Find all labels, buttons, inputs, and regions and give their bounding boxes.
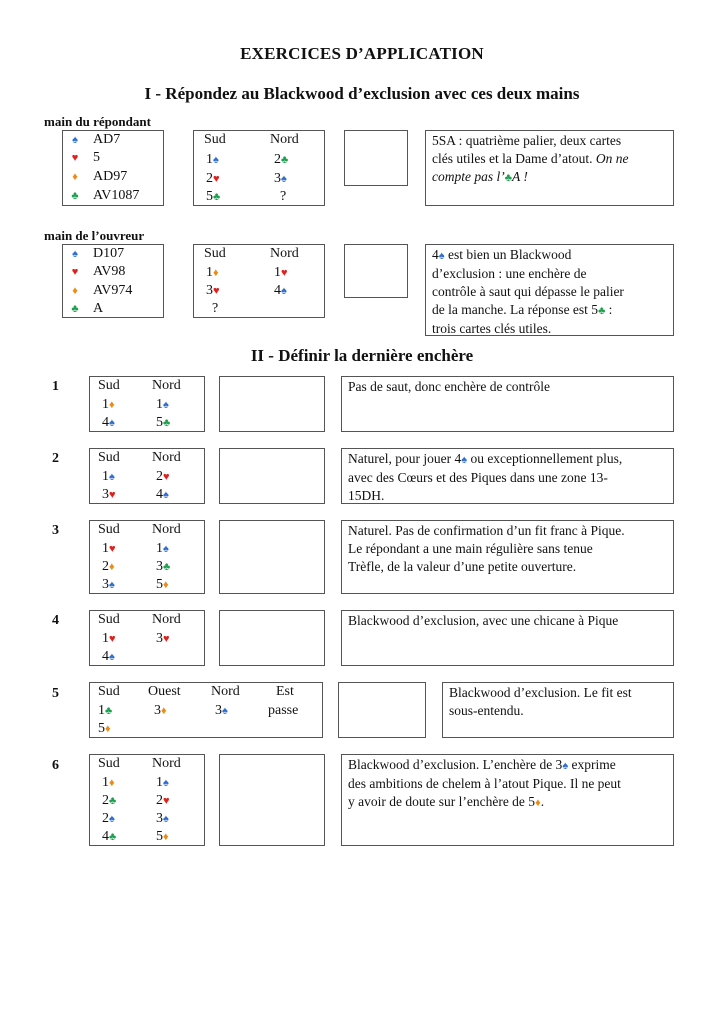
bid: 4♠ xyxy=(102,415,115,430)
bid-header: Sud xyxy=(98,378,120,393)
club-icon: ♣ xyxy=(163,417,171,429)
hand1-bidding xyxy=(193,130,325,206)
heart-icon: ♥ xyxy=(213,285,220,297)
heart-icon: ♥ xyxy=(163,471,170,483)
heart-icon: ♥ xyxy=(163,795,170,807)
note-line: Naturel. Pas de confirmation d’un fit franc à Pique. xyxy=(348,523,625,538)
bid-header: Nord xyxy=(211,684,240,699)
heart-icon: ♥ xyxy=(281,267,288,279)
bid: 2♥ xyxy=(206,171,220,186)
diamond-icon: ♦ xyxy=(109,399,115,411)
spade-icon: ♠ xyxy=(213,154,219,166)
ex2-note xyxy=(341,448,674,504)
heart-icon: ♥ xyxy=(213,173,220,185)
bid: 3♥ xyxy=(156,631,170,646)
page-title: EXERCICES D’APPLICATION xyxy=(240,44,484,63)
note-line: clés utiles et la Dame d’atout. On ne xyxy=(432,151,629,166)
bid: 3♣ xyxy=(156,559,171,574)
bid-header: Sud xyxy=(98,450,120,465)
bid-header: Nord xyxy=(270,246,299,261)
card-value: A xyxy=(93,301,104,316)
ex1-answer-box[interactable] xyxy=(219,376,325,432)
bid: ? xyxy=(280,189,287,204)
diamond-icon: ♦ xyxy=(109,777,115,789)
card-value: D107 xyxy=(93,246,125,261)
bid-header: Sud xyxy=(98,756,120,771)
bid: 1♥ xyxy=(274,265,288,280)
heart-icon: ♥ xyxy=(109,633,116,645)
note-line: compte pas l’♣A ! xyxy=(432,169,528,184)
diamond-icon: ♦ xyxy=(105,723,111,735)
note-line: Pas de saut, donc enchère de contrôle xyxy=(348,379,551,394)
heart-icon: ♥ xyxy=(71,152,79,164)
spade-icon: ♠ xyxy=(163,489,169,501)
card-value: 5 xyxy=(93,150,100,165)
bid: 1♦ xyxy=(206,265,219,280)
spade-icon: ♠ xyxy=(163,399,169,411)
spade-icon: ♠ xyxy=(109,813,115,825)
club-icon: ♣ xyxy=(71,303,79,315)
answer-box-1[interactable] xyxy=(344,130,408,186)
bid-header: Sud xyxy=(204,132,226,147)
exercise-number: 2 xyxy=(52,451,59,466)
bid: 4♠ xyxy=(274,283,287,298)
bid: 1♦ xyxy=(102,775,115,790)
note-line: Blackwood d’exclusion. Le fit est xyxy=(449,685,632,700)
bid: 1♠ xyxy=(102,469,115,484)
bid: 4♠ xyxy=(102,649,115,664)
ex3-bidding xyxy=(89,520,205,594)
note-line: Trèfle, de la valeur d’une petite ouverture. xyxy=(348,559,577,574)
exercise-number: 4 xyxy=(52,613,59,628)
diamond-icon: ♦ xyxy=(213,267,219,279)
spade-icon: ♠ xyxy=(281,173,287,185)
diamond-icon: ♦ xyxy=(109,561,115,573)
note-line: Blackwood d’exclusion, avec une chicane à Pique xyxy=(348,613,619,628)
diamond-icon: ♦ xyxy=(161,705,167,717)
bid: 1♠ xyxy=(156,775,169,790)
section-1-title: I - Répondez au Blackwood d’exclusion avec ces deux mains xyxy=(144,84,580,103)
bid-header: Sud xyxy=(98,612,120,627)
bid: 3♥ xyxy=(102,487,116,502)
spade-icon: ♠ xyxy=(562,760,569,772)
card-value: AD7 xyxy=(93,132,121,147)
heart-icon: ♥ xyxy=(109,489,116,501)
club-icon: ♣ xyxy=(281,154,289,166)
bid: 2♦ xyxy=(102,559,115,574)
note-line: avec des Cœurs et des Piques dans une zone 13- xyxy=(348,470,608,485)
note-line: de la manche. La réponse est 5♣ : xyxy=(432,302,613,317)
bid: 5♣ xyxy=(206,189,221,204)
exercise-number: 3 xyxy=(52,523,59,538)
bid: 4♠ xyxy=(156,487,169,502)
ex4-answer-box[interactable] xyxy=(219,610,325,666)
bid: 1♥ xyxy=(102,631,116,646)
hand1-label: main du répondant xyxy=(44,114,151,129)
spade-icon: ♠ xyxy=(109,651,115,663)
bid-header: Nord xyxy=(152,450,181,465)
ex6-bidding xyxy=(89,754,205,846)
club-icon: ♣ xyxy=(71,190,79,202)
bid-header: Est xyxy=(276,684,294,699)
ex6-answer-box[interactable] xyxy=(219,754,325,846)
hand2-label: main de l’ouvreur xyxy=(44,228,145,243)
card-value: AV1087 xyxy=(93,188,140,203)
spade-icon: ♠ xyxy=(163,777,169,789)
spade-icon: ♠ xyxy=(163,813,169,825)
bid: 5♦ xyxy=(156,577,169,592)
bid: 5♣ xyxy=(156,415,171,430)
spade-icon: ♠ xyxy=(461,454,468,466)
spade-icon: ♠ xyxy=(72,248,78,260)
ex2-bidding xyxy=(89,448,205,504)
note-line: contrôle à saut qui dépasse le palier xyxy=(432,284,624,299)
spade-icon: ♠ xyxy=(438,250,445,262)
ex5-bidding xyxy=(89,682,323,738)
bid-header: Nord xyxy=(152,522,181,537)
bid: 3♠ xyxy=(102,577,115,592)
hand2-bidding xyxy=(193,244,325,318)
bid: 2♣ xyxy=(102,793,117,808)
bid: ? xyxy=(212,301,219,316)
spade-icon: ♠ xyxy=(281,285,287,297)
bid: 4♣ xyxy=(102,829,117,844)
ex1-note xyxy=(341,376,674,432)
hand1-note xyxy=(425,130,674,206)
bid: 3♠ xyxy=(215,703,228,718)
exercise-number: 1 xyxy=(52,379,59,394)
diamond-icon: ♦ xyxy=(72,285,78,297)
card-value: AV974 xyxy=(93,283,133,298)
spade-icon: ♠ xyxy=(222,705,228,717)
bid-header: Nord xyxy=(152,612,181,627)
club-icon: ♣ xyxy=(504,172,512,184)
bid-header: Nord xyxy=(270,132,299,147)
note-line: 15DH. xyxy=(348,488,385,503)
club-icon: ♣ xyxy=(109,795,117,807)
club-icon: ♣ xyxy=(213,191,221,203)
bid: 3♥ xyxy=(206,283,220,298)
ex3-answer-box[interactable] xyxy=(219,520,325,594)
spade-icon: ♠ xyxy=(72,134,78,146)
section-2-title: II - Définir la dernière enchère xyxy=(250,346,474,365)
note-line: Blackwood d’exclusion. L’enchère de 3♠ exprime xyxy=(348,757,616,772)
ex1-bidding xyxy=(89,376,205,432)
bid: 2♥ xyxy=(156,793,170,808)
answer-box-2[interactable] xyxy=(344,244,408,298)
ex4-bidding xyxy=(89,610,205,666)
diamond-icon: ♦ xyxy=(163,831,169,843)
note-line: 4♠ est bien un Blackwood xyxy=(432,247,572,262)
spade-icon: ♠ xyxy=(109,471,115,483)
spade-icon: ♠ xyxy=(109,417,115,429)
ex6-note xyxy=(341,754,674,846)
bid: 1♣ xyxy=(98,703,113,718)
note-line: sous-entendu. xyxy=(449,703,524,718)
bid: 1♦ xyxy=(102,397,115,412)
bid-header: Ouest xyxy=(148,684,181,699)
card-value: AD97 xyxy=(93,169,128,184)
bid: passe xyxy=(268,703,299,718)
bid: 3♦ xyxy=(154,703,167,718)
bid-header: Nord xyxy=(152,756,181,771)
bid: 3♠ xyxy=(156,811,169,826)
bid: 1♥ xyxy=(102,541,116,556)
bid: 3♠ xyxy=(274,171,287,186)
note-line: d’exclusion : une enchère de xyxy=(432,266,587,281)
bid: 5♦ xyxy=(156,829,169,844)
bid: 2♠ xyxy=(102,811,115,826)
note-line: 5SA : quatrième palier, deux cartes xyxy=(432,133,622,148)
card-value: AV98 xyxy=(93,264,126,279)
hand2-cards xyxy=(62,244,164,318)
club-icon: ♣ xyxy=(163,561,171,573)
bid-header: Sud xyxy=(204,246,226,261)
diamond-icon: ♦ xyxy=(163,579,169,591)
bid: 2♥ xyxy=(156,469,170,484)
note-line: trois cartes clés utiles. xyxy=(432,321,552,336)
bid-header: Sud xyxy=(98,684,120,699)
spade-icon: ♠ xyxy=(163,543,169,555)
club-icon: ♣ xyxy=(109,831,117,843)
ex4-note xyxy=(341,610,674,666)
exercise-number: 6 xyxy=(52,758,59,773)
club-icon: ♣ xyxy=(598,305,606,317)
diamond-icon: ♦ xyxy=(72,171,78,183)
bid-header: Sud xyxy=(98,522,120,537)
hand1-cards xyxy=(62,130,164,206)
ex2-answer-box[interactable] xyxy=(219,448,325,504)
heart-icon: ♥ xyxy=(71,266,79,278)
club-icon: ♣ xyxy=(105,705,113,717)
hand2-note xyxy=(425,244,674,336)
note-line: Naturel, pour jouer 4♠ ou exceptionnellement plus, xyxy=(348,451,623,466)
bid: 5♦ xyxy=(98,721,111,736)
exercise-number: 5 xyxy=(52,686,59,701)
ex5-note xyxy=(442,682,674,738)
note-line: Le répondant a une main régulière sans tenue xyxy=(348,541,593,556)
bid: 1♠ xyxy=(156,397,169,412)
note-line: des ambitions de chelem à l’atout Pique. Il ne peut xyxy=(348,776,621,791)
ex3-note xyxy=(341,520,674,594)
bid: 2♣ xyxy=(274,152,289,167)
diamond-icon: ♦ xyxy=(535,797,541,809)
bid-header: Nord xyxy=(152,378,181,393)
ex5-answer-box[interactable] xyxy=(338,682,426,738)
note-line: y avoir de doute sur l’enchère de 5♦. xyxy=(348,794,545,809)
heart-icon: ♥ xyxy=(109,543,116,555)
bid: 1♠ xyxy=(206,152,219,167)
heart-icon: ♥ xyxy=(163,633,170,645)
bid: 1♠ xyxy=(156,541,169,556)
spade-icon: ♠ xyxy=(109,579,115,591)
